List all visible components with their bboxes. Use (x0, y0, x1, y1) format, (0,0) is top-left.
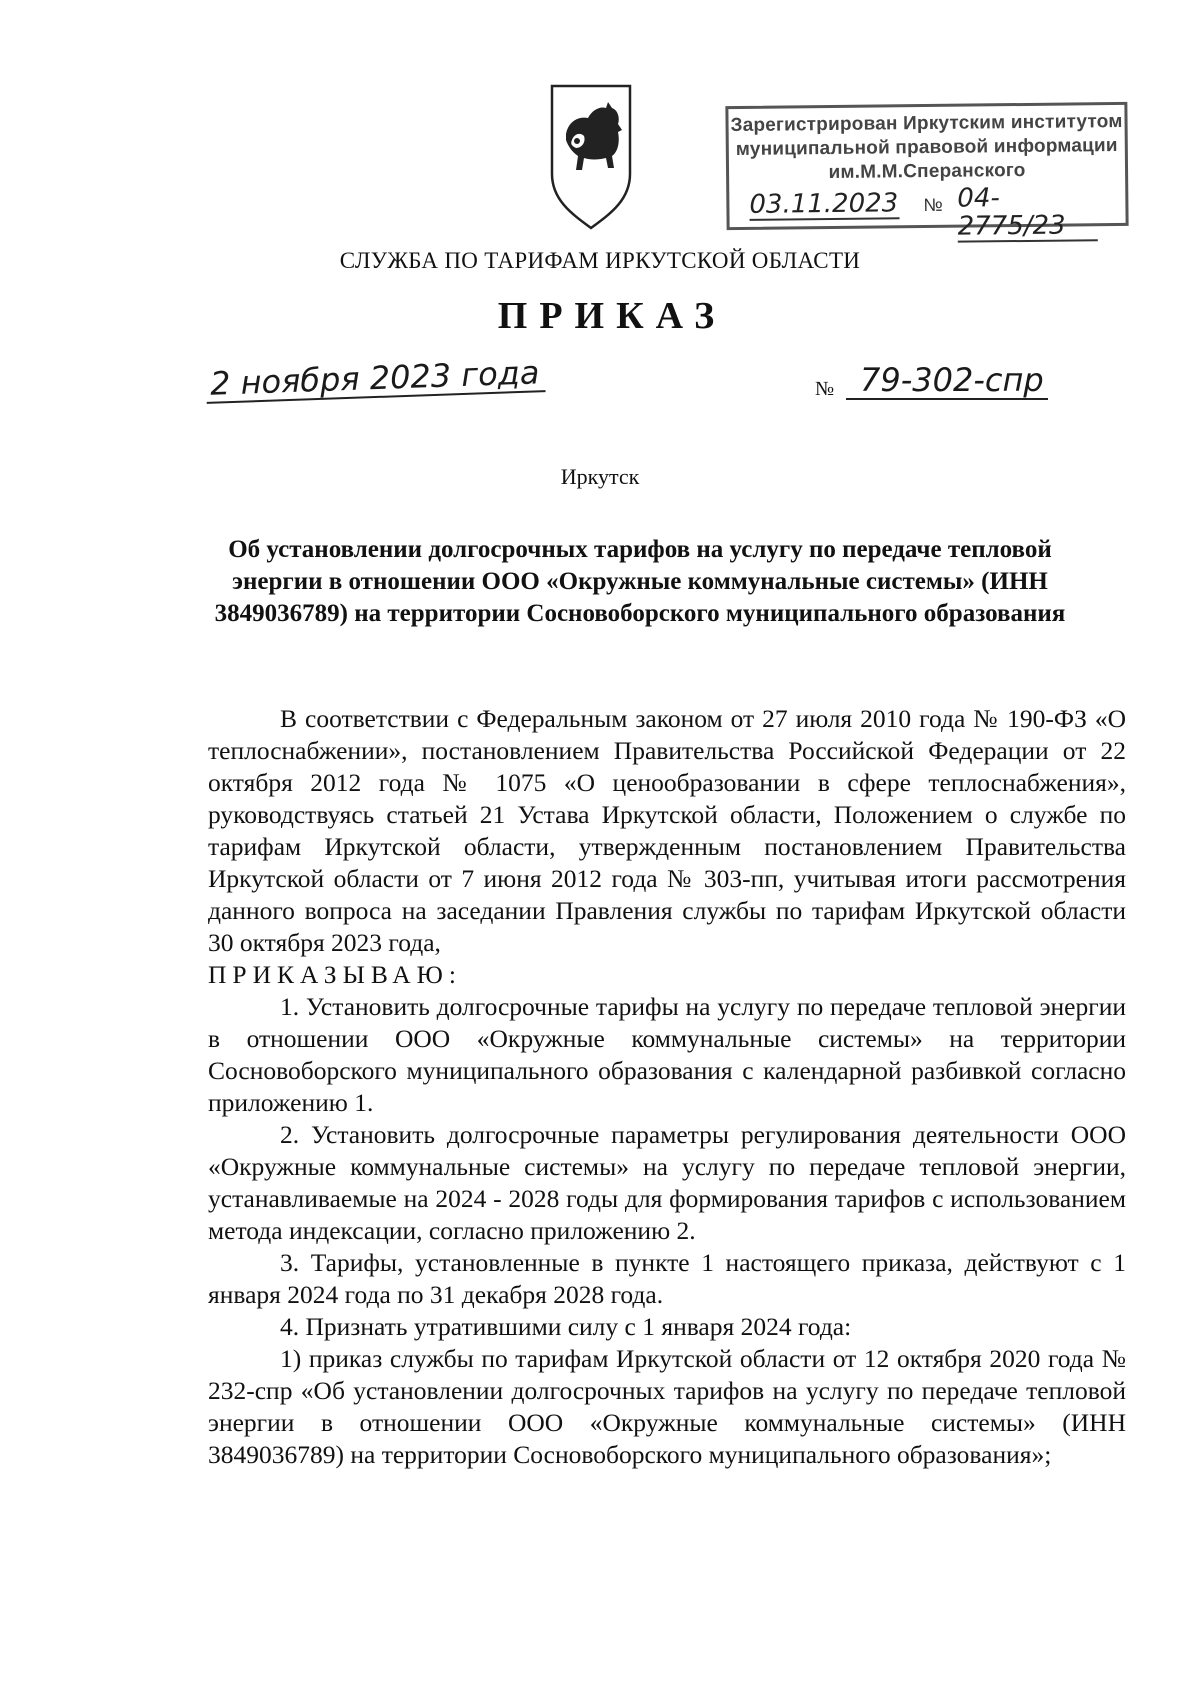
coat-of-arms-icon (548, 82, 634, 232)
order-item-4-1: 1) приказ службы по тарифам Иркутской области от 12 октября 2020 года № 232-спр «Об установлении долгосрочных тарифов на услугу по передаче тепловой энергии в отношении ООО «Окружные коммунальные системы» (ИНН 3849036789) на территории Сосновоборского муниципального образования»; (208, 1344, 1126, 1469)
order-item-3: 3. Тарифы, установленные в пункте 1 настоящего приказа, действуют с 1 января 2024 года по 31 декабря 2028 года. (208, 1248, 1126, 1309)
stamp-line-3: им.М.М.Сперанского (828, 159, 1026, 184)
document-body (208, 703, 1126, 1471)
stamp-line-2: муниципальной правовой информации (735, 135, 1118, 161)
city: Иркутск (560, 464, 640, 489)
stamp-number-sign: № (923, 194, 943, 216)
order-item-4: 4. Признать утратившими силу с 1 января 2024 года: (280, 1312, 852, 1341)
preamble-paragraph: В соответствии с Федеральным законом от 27 июля 2010 года № 190-ФЗ «О теплоснабжении», постановлением Правительства Российской Федерации от 22 октября 2012 года № 1075 «О ценообразовании в сфере теплоснабжения», руководствуясь статьей 21 Устава Иркутской области, Положением о службе по тарифам Иркутской области, утвержденным постановлением Правительства Иркутской области от 7 июня 2012 года № 303-пп, учитывая итоги рассмотрения данного вопроса на заседании Правления службы по тарифам Иркутской области 30 октября 2023 года, (208, 704, 1126, 957)
document-type: ПРИКАЗ (497, 295, 727, 337)
stamp-line-1: Зарегистрирован Иркутским институтом (730, 110, 1123, 137)
order-date: 2 ноября 2023 года (205, 354, 546, 404)
order-number-sign: № (815, 378, 835, 400)
registration-stamp (725, 102, 1128, 242)
document-title: Об установлении долгосрочных тарифов на услугу по передаче тепловой энергии в отношении ООО «Окружные коммунальные системы» (ИНН 3849036789) на территории Сосновоборского муниципального образования (214, 536, 1066, 627)
order-word: ПРИКАЗЫВАЮ: (208, 960, 462, 989)
agency-name: СЛУЖБА ПО ТАРИФАМ ИРКУТСКОЙ ОБЛАСТИ (339, 248, 861, 273)
order-item-2: 2. Установить долгосрочные параметры регулирования деятельности ООО «Окружные коммунальные системы» на услугу по передаче тепловой энергии, устанавливаемые на 2024 - 2028 годы для формирования тарифов с использованием метода индексации, согласно приложению 2. (208, 1120, 1126, 1245)
order-item-1: 1. Установить долгосрочные тарифы на услугу по передаче тепловой энергии в отношении ООО «Окружные коммунальные системы» на территории Сосновоборского муниципального образования с календарной разбивкой согласно приложению 1. (208, 992, 1126, 1117)
stamp-registration-date: 03.11.2023 (749, 188, 899, 220)
order-number: 79-302-спр (846, 362, 1048, 400)
stamp-registration-number: 04-2775/23 (957, 183, 1098, 242)
